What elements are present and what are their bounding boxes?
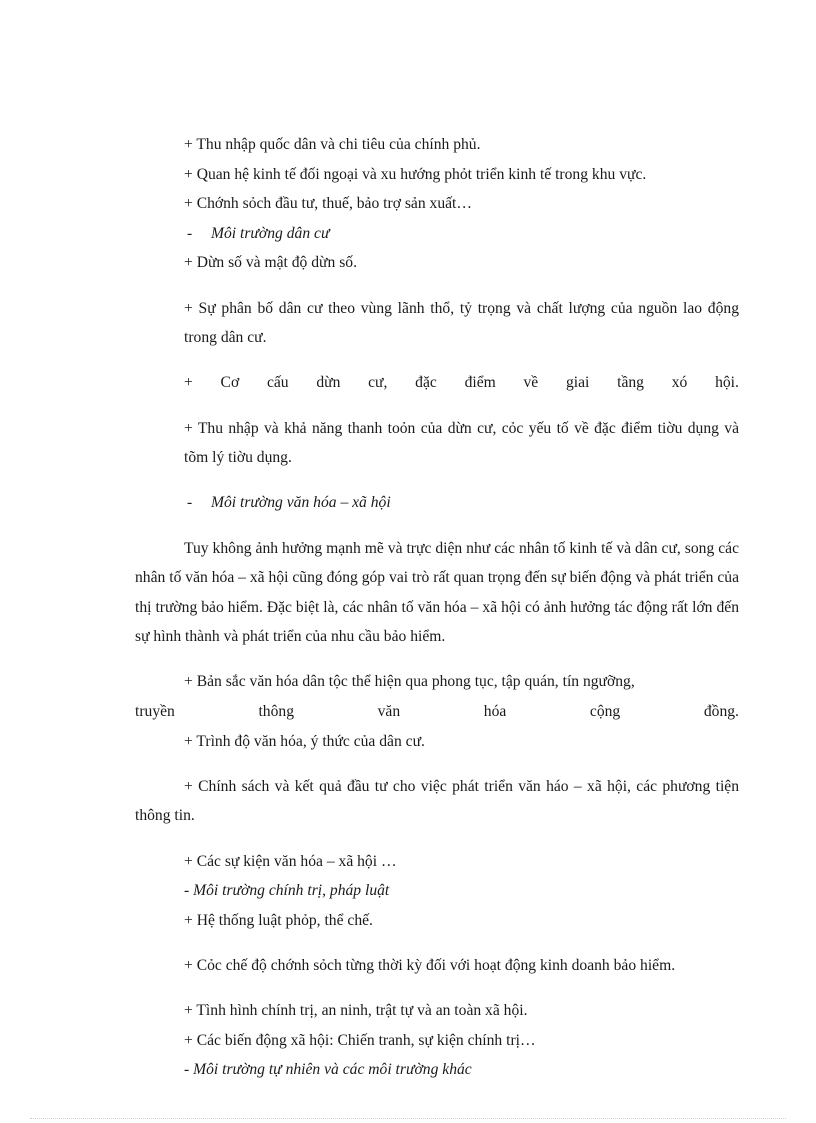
paragraph: + Sự phân bố dân cư theo vùng lãnh thổ, tỷ trọng và chất lượng của nguồn lao động trong dân cư. [184,299,739,347]
word: Cơ [220,374,240,392]
paragraph: + Cỏc chế độ chớnh sỏch từng thời kỳ đối với hoạt động kinh doanh bảo hiểm. [184,957,676,974]
word: về [523,374,539,392]
heading-dash: - [187,224,193,242]
text-line: + Bản sắc văn hóa dân tộc thể hiện qua phong tục, tập quán, tín ngưỡng, [184,673,635,691]
word: đồng. [703,703,739,721]
heading-text: Môi trường dân cư [211,224,330,242]
justified-line [135,368,739,398]
heading-text: Môi trường văn hóa – xã hội [211,494,391,512]
text-line: + Tình hình chính trị, an ninh, trật tự và an toàn xã hội. [184,1002,528,1020]
word: tầng [617,374,644,392]
text-line: + Thu nhập quốc dân và chi tiêu của chính phủ. [184,136,481,153]
word: cộng [589,703,621,721]
text-line: + Trình độ văn hóa, ý thức của dân cư. [184,732,425,750]
text-line: + Quan hệ kinh tế đối ngoại và xu hướng phỏt triển kinh tế trong khu vực. [184,165,647,183]
word: dừn [316,374,341,392]
text-line: + Các biến động xã hội: Chiến tranh, sự kiện chính trị… [184,1031,536,1049]
word: văn [377,703,401,721]
document-body [135,130,739,1085]
section-heading-culture [135,488,739,518]
paragraph: + Thu nhập và khả năng thanh toỏn của dừn cư, cỏc yếu tố về đặc điểm tiờu dụng và tõm lý tiờu dụng. [184,419,739,467]
word: thông [258,703,294,721]
section-heading-population [135,219,739,249]
paragraph: + Chính sách và kết quả đầu tư cho việc phát triển văn háo – xã hội, các phương tiện thông tin. [135,777,739,825]
word: điểm [464,374,496,392]
heading-dash: - [187,494,193,512]
text-line: + Hệ thống luật phỏp, thể chế. [184,911,373,929]
page-bottom-rule [30,1118,786,1119]
word: xó [671,374,688,392]
section-heading-politics-law: - Môi trường chính trị, pháp luật [184,882,390,900]
paragraph: Tuy không ảnh hưởng mạnh mẽ và trực diện như các nhân tố kinh tế và dân cư, song các nhân tố văn hóa – xã hội cũng đóng góp vai trò rất quan trọng đến sự biến động và phát triển của thị trường bảo hiểm. Đặc biệt là, các nhân tố văn hóa – xã hội có ảnh hưởng tác động rất lớn đến sự hình thành và phát triển của nhu cầu bảo hiểm. [135,539,739,646]
word: hóa [483,703,507,721]
word: hội. [715,374,739,392]
justified-line [135,697,739,727]
text-line: + Các sự kiện văn hóa – xã hội … [184,852,397,870]
text-line: + Chớnh sỏch đầu tư, thuế, bảo trợ sản xuất… [184,195,472,213]
word: đặc [415,374,437,392]
word: giai [565,374,590,392]
word: + [184,374,193,392]
word: truyền [135,703,175,721]
text-line: + Dừn số và mật độ dừn số. [184,254,357,272]
word: cư, [368,374,388,392]
section-heading-nature: - Môi trường tự nhiên và các môi trường khác [184,1061,472,1079]
word: cấu [266,374,289,392]
